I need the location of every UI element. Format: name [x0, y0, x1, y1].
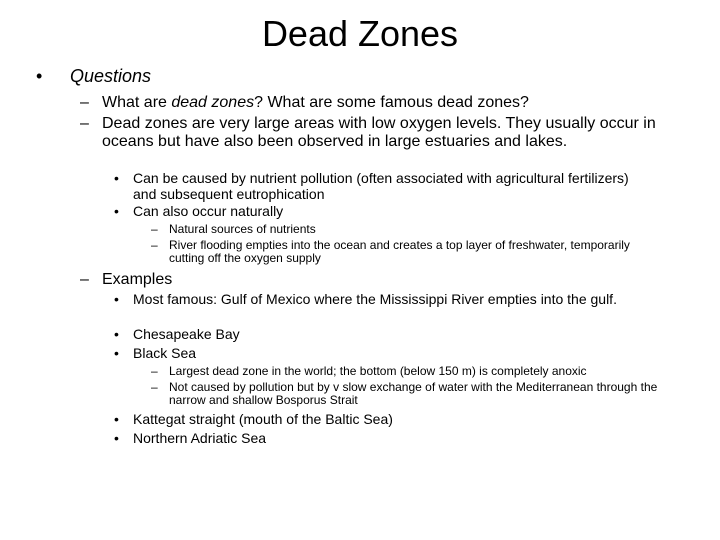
- dash-icon: –: [80, 271, 89, 288]
- example-item: Most famous: Gulf of Mexico where the Mississippi River empties into the gulf.: [133, 291, 617, 307]
- example-item: Kattegat straight (mouth of the Baltic Sea): [133, 411, 393, 427]
- examples-heading: Examples: [102, 271, 173, 288]
- bullet-icon: •: [36, 66, 43, 86]
- bullet-icon: •: [114, 203, 119, 219]
- dash-icon: –: [151, 238, 158, 252]
- dash-icon: –: [151, 380, 158, 394]
- example-item: Chesapeake Bay: [133, 326, 240, 342]
- slide-title: Dead Zones: [261, 13, 459, 54]
- definition-item: Dead zones are very large areas with low oxygen levels. They usually occur in oceans but have also been observed in large estuaries and lakes.: [102, 115, 656, 150]
- natural-item: River flooding empties into the ocean and creates a top layer of freshwater, temporarily cutting off the oxygen supply: [169, 238, 630, 265]
- bullet-icon: •: [114, 170, 119, 186]
- cause-item: Can be caused by nutrient pollution (often associated with agricultural fertilizers) and subsequent eutrophication: [133, 170, 629, 202]
- dash-icon: –: [80, 115, 89, 132]
- bullet-icon: •: [114, 291, 119, 307]
- black-sea-item: Largest dead zone in the world; the bottom (below 150 m) is completely anoxic: [169, 364, 587, 378]
- dash-icon: –: [151, 364, 158, 378]
- natural-item: Natural sources of nutrients: [169, 222, 316, 236]
- bullet-icon: •: [114, 411, 119, 427]
- example-item: Black Sea: [133, 345, 197, 361]
- example-item: Northern Adriatic Sea: [133, 430, 267, 446]
- black-sea-item: Not caused by pollution but by v slow exchange of water with the Mediterranean through the narrow and shallow Bosporus Strait: [169, 380, 658, 407]
- dash-icon: –: [80, 94, 89, 111]
- bullet-icon: •: [114, 326, 119, 342]
- cause-item: Can also occur naturally: [133, 203, 284, 219]
- bullet-icon: •: [114, 430, 119, 446]
- bullet-icon: •: [114, 345, 119, 361]
- question-text-start: What are: [102, 94, 172, 111]
- dash-icon: –: [151, 222, 158, 236]
- questions-heading: Questions: [70, 66, 152, 86]
- question-item: [102, 94, 702, 112]
- question-text-end: ? What are some famous dead zones?: [254, 94, 529, 111]
- dead-zones-emphasis: dead zones: [171, 94, 255, 111]
